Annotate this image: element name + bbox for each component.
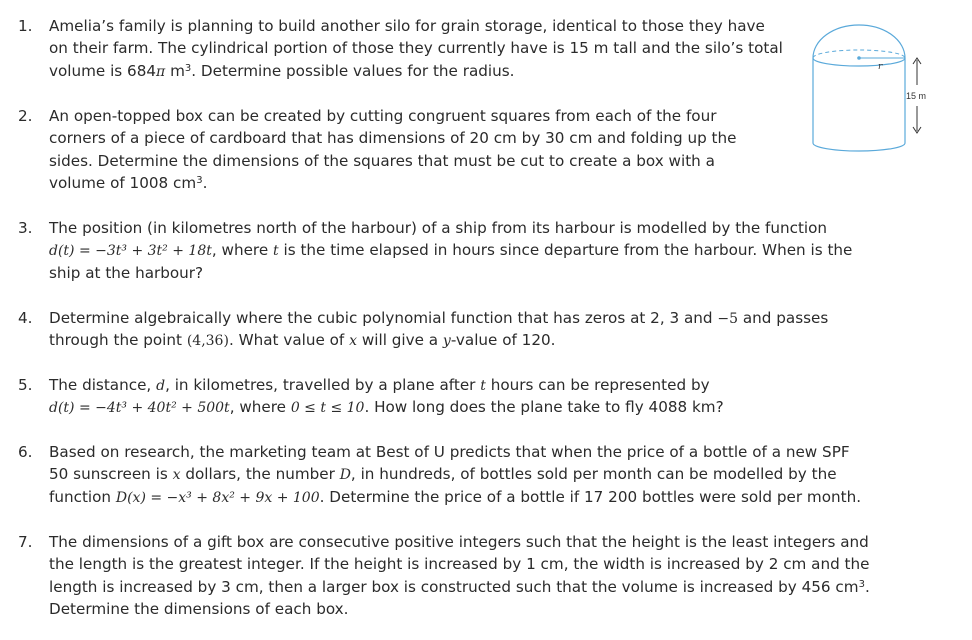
function-expression: d(t) = −4t³ + 40t² + 500t	[49, 400, 230, 417]
problem-number: 1.	[18, 17, 33, 35]
problem-number: 6.	[18, 443, 33, 461]
problem-text: An open-topped box can be created by cutting congruent squares from each of the four corners of a piece of cardboard that has dimensions of 20 cm by 30 cm and folding up the sides. Determine the dimensions of the squares that must be cut to create a box with a volume of 1008 $cm^3$.	[49, 107, 737, 193]
problem-number: 4.	[18, 309, 33, 327]
problem-number: 3.	[18, 219, 33, 237]
function-expression: D(x) = −x³ + 8x² + 9x + 100	[115, 489, 320, 506]
problem-number: 7.	[18, 533, 33, 551]
problem-text: The distance, d, in kilometres, travelled by a plane after t hours can be represented by d(t) = −4t³ + 40t² + 500t, where 0 ≤ t ≤ 10. How long does the plane take to fly 4088 km?	[49, 376, 724, 417]
height-label: 15 m	[906, 91, 927, 101]
problem-text: The dimensions of a gift box are consecutive positive integers such that the height is the least integers and the length is the greatest integer. If the height is increased by 1 cm, the width is increased by 2 cm and the length is increased by 3 cm, then a larger box is constructed such that the volume is increased by 456 $cm^3$. Determine the dimensions of each box.	[49, 533, 870, 619]
radius-label: r	[878, 62, 883, 72]
problem-text: Determine algebraically where the cubic polynomial function that has zeros at 2, 3 and −5 and passes through the point (4,36). What value of x will give a y-value of 120.	[49, 309, 829, 350]
function-expression: d(t) = −3t³ + 3t² + 18t	[49, 243, 212, 260]
problem-text: The position (in kilometres north of the harbour) of a ship from its harbour is modelled by the function d(t) = −3t³ + 3t² + 18t, where t is the time elapsed in hours since departure from the harbour. When is the ship at the harbour?	[49, 219, 853, 282]
problem-text: Based on research, the marketing team at Best of U predicts that when the price of a bottle of a new SPF 50 sunscreen is x dollars, the number D, in hundreds, of bottles sold per month can be modelled by the function D(x) = −x³ + 8x² + 9x + 100. Determine the price of a bottle if 17 200 bottles were sold per month.	[49, 443, 862, 506]
problem-number: 5.	[18, 376, 33, 394]
problem-number: 2.	[18, 107, 33, 125]
silo-diagram	[808, 18, 933, 163]
problem-text: Amelia’s family is planning to build another silo for grain storage, identical to those they have on their farm. The cylindrical portion of those they currently have is 15 m tall and the silo’s total volume is 684π $m^3$. Determine possible values for the radius.	[49, 17, 783, 80]
